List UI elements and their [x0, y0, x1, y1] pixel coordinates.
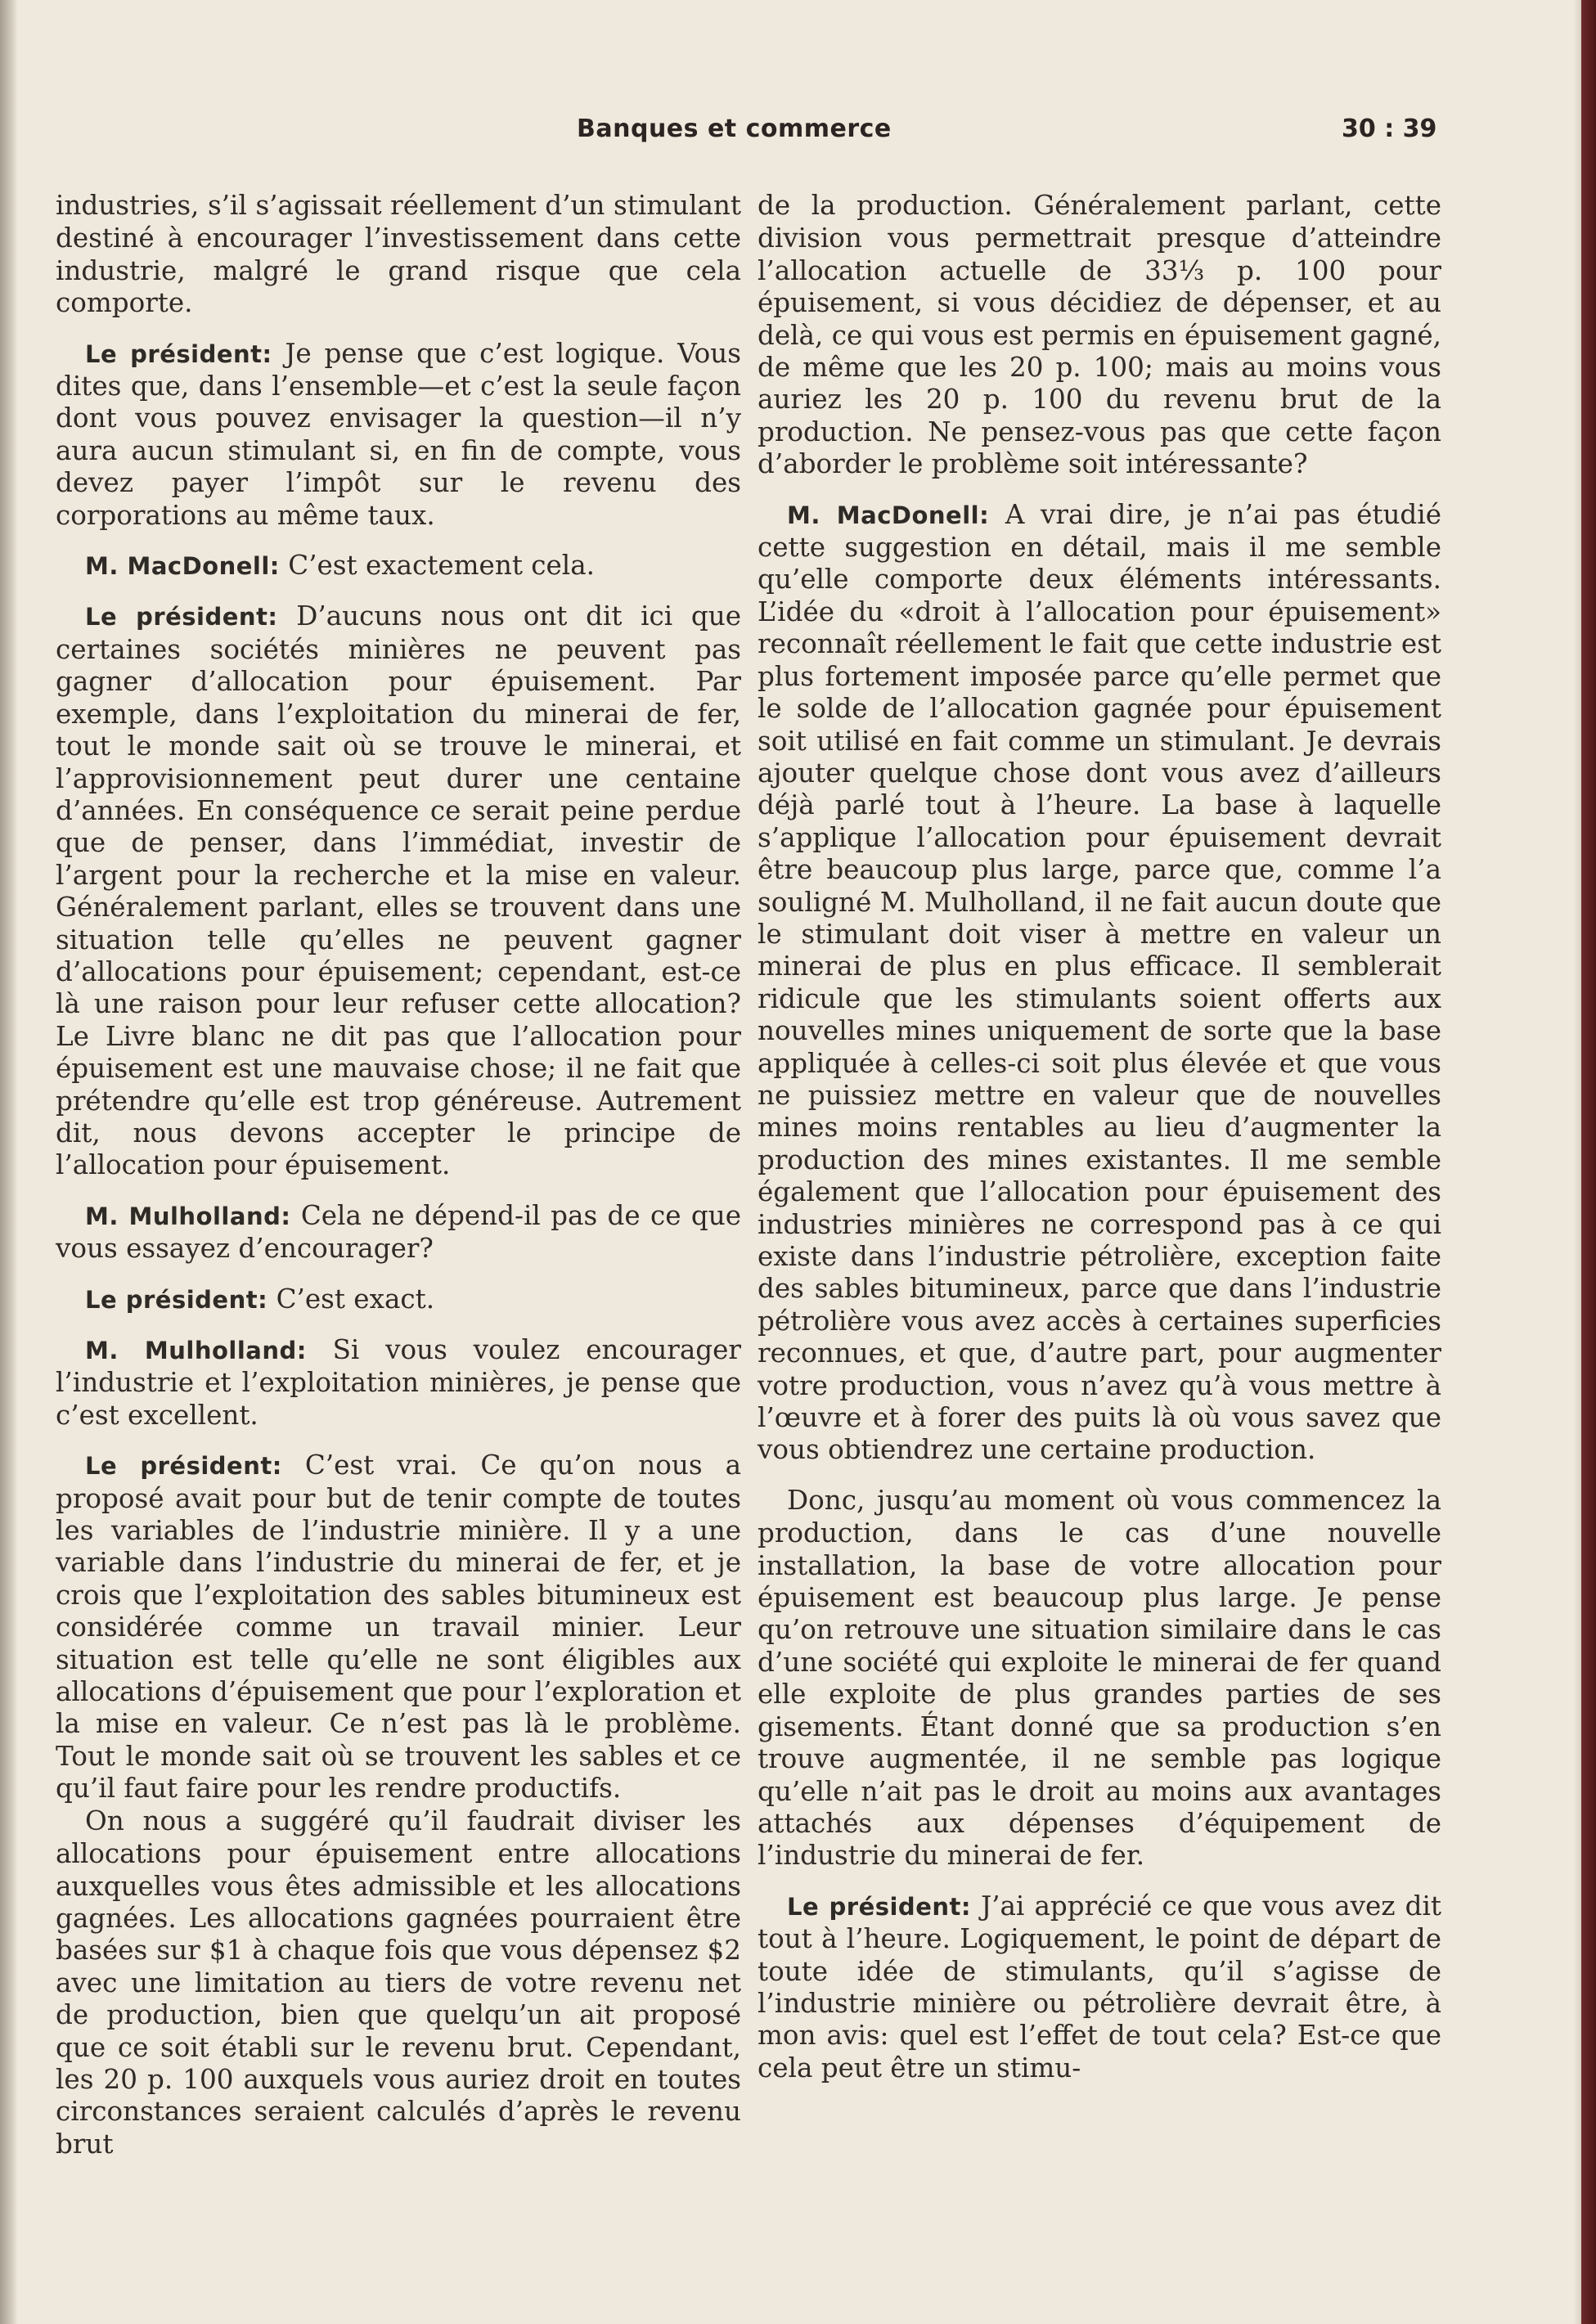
- paragraph-text: de la production. Généralement parlant, cette division vous permettrait presque d’atteindre l’allocation actuelle de 33⅓ p. 100 pour épuisement, si vous décidiez de dépenser, et au delà, ce qui vous est permis en épuisement gagné, de même que les 20 p. 100; mais au moins vous auriez les 20 p. 100 du revenu brut de la production. Ne pensez-vous pas que cette façon d’aborder le problème soit intéressante?: [758, 190, 1441, 480]
- paragraph: [56, 1805, 741, 2160]
- speaker-label: Le président:: [85, 339, 272, 368]
- paragraph: [758, 1485, 1441, 1872]
- paragraph: [56, 190, 741, 320]
- book-spine: [1581, 0, 1596, 2324]
- speaker-label: Le président:: [85, 1452, 282, 1481]
- speaker-label: M. MacDonell:: [787, 501, 990, 529]
- speaker-label: M. Mulholland:: [85, 1337, 307, 1364]
- right-column: [758, 190, 1441, 2210]
- page-gutter-shadow: [1573, 0, 1581, 2324]
- paragraph-text: J’ai apprécié ce que vous avez dit tout à l’heure. Logiquement, le point de départ de toute idée de stimulants, qu’il s’agisse de l’industrie minière ou pétrolière devrait être, à mon avis: quel est l’effet de tout cela? Est-ce que cela peut être un stimu-: [758, 1890, 1441, 2084]
- paragraph: [56, 550, 741, 582]
- speaker-label: Le président:: [85, 603, 278, 632]
- page-header: [49, 115, 1440, 155]
- speaker-label: M. Mulholland:: [85, 1202, 291, 1230]
- paragraph: [56, 1450, 741, 1805]
- paragraph: [758, 1890, 1441, 2084]
- paragraph-text: Cela ne dépend-il pas de ce que vous essayez d’encourager?: [56, 1199, 742, 1265]
- paragraph: [56, 1283, 741, 1316]
- paragraph: [56, 1334, 741, 1432]
- paragraph-text: industries, s’il s’agissait réellement d’un stimulant destiné à encourager l’investissement dans cette industrie, malgré le grand risque que cela comporte.: [56, 190, 741, 319]
- paragraph-text: Donc, jusqu’au moment où vous commencez la production, dans le cas d’une nouvelle installation, la base de votre allocation pour épuisement est beaucoup plus large. Je pense qu’on retrouve une situation similaire dans le cas d’une société qui exploite le minerai de fer quand elle exploite de plus grandes parties de ses gisements. Étant donné que sa production s’en trouve augmentée, il ne semble pas logique qu’elle n’ait pas le droit au moins aux avantages attachés aux dépenses d’équipement de l’industrie du minerai de fer.: [758, 1484, 1441, 1872]
- paragraph-text: C’est exactement cela.: [288, 550, 595, 582]
- paragraph-text: D’aucuns nous ont dit ici que certaines sociétés minières ne peuvent pas gagner d’allocation pour épuisement. Par exemple, dans l’exploitation du minerai de fer, tout le monde sait où se trouve le minerai, et l’approvisionnement peut durer une centaine d’années. En conséquence ce serait peine perdue que de penser, dans l’immédiat, investir de l’argent pour la recherche et la mise en valeur. Généralement parlant, elles se trouvent dans une situation telle qu’elles ne peuvent gagner d’allocations pour épuisement; cependant, est-ce là une raison pour leur refuser cette allocation? Le Livre blanc ne dit pas que l’allocation pour épuisement est une mauvaise chose; il ne fait que prétendre qu’elle est trop généreuse. Autrement dit, nous devons accepter le principe de l’allocation pour épuisement.: [56, 600, 741, 1181]
- paragraph: [758, 190, 1441, 481]
- paragraph-text: C’est exact.: [276, 1283, 435, 1315]
- left-column: [56, 190, 741, 2210]
- paragraph: [56, 338, 741, 532]
- speaker-label: M. MacDonell:: [85, 552, 280, 581]
- paragraph-text: C’est vrai. Ce qu’on nous a proposé avait pour but de tenir compte de toutes les variables de l’industrie minière. Il y a une variable dans l’industrie du minerai de fer, et je crois que l’exploitation des sables bitumineux est considérée comme un travail minier. Leur situation est telle qu’elle ne sont éligibles aux allocations d’épuisement que pour l’exploration et la mise en valeur. Ce n’est pas là le problème. Tout le monde sait où se trouvent les sables et ce qu’il faut faire pour les rendre productifs.: [56, 1450, 741, 1805]
- paragraph-text: Si vous voulez encourager l’industrie et l’exploitation minières, je pense que c’est excellent.: [56, 1334, 742, 1431]
- speaker-label: Le président:: [85, 1285, 268, 1314]
- paragraph: [758, 499, 1441, 1467]
- speaker-label: Le président:: [787, 1892, 971, 1921]
- paragraph: [56, 600, 741, 1181]
- running-title: Banques et commerce: [577, 115, 892, 143]
- page-number: 30 : 39: [1342, 115, 1437, 143]
- paragraph-text: Je pense que c’est logique. Vous dites que, dans l’ensemble—et c’est la seule façon dont vous pouvez envisager la question—il n’y aura aucun stimulant si, en fin de compte, vous devez payer l’impôt sur le revenu des corporations au même taux.: [56, 337, 741, 531]
- paragraph-text: On nous a suggéré qu’il faudrait diviser les allocations pour épuisement entre allocations auxquelles vous êtes admissible et les allocations gagnées. Les allocations gagnées pourraient être basées sur $1 à chaque fois que vous dépensez $2 avec une limitation au tiers de votre revenu net de production, bien que quelqu’un ait proposé que ce soit établi sur le revenu brut. Cependant, les 20 p. 100 auxquels vous auriez droit en toutes circonstances seraient calculés d’après le revenu brut: [56, 1805, 741, 2160]
- paragraph-text: A vrai dire, je n’ai pas étudié cette suggestion en détail, mais il me semble qu’elle comporte deux éléments intéressants. L’idée du «droit à l’allocation pour épuisement» reconnaît réellement le fait que cette industrie est plus fortement imposée parce qu’elle permet que le solde de l’allocation gagnée pour épuisement soit utilisé en fait comme un stimulant. Je devrais ajouter quelque chose dont vous avez d’ailleurs déjà parlé tout à l’heure. La base à laquelle s’applique l’allocation pour épuisement devrait être beaucoup plus large, parce que, comme l’a souligné M. Mulholland, il ne fait aucun doute que le stimulant doit viser à mettre en valeur un minerai de plus en plus efficace. Il semblerait ridicule que les stimulants soient offerts aux nouvelles mines uniquement de sorte que la base appliquée à celles-ci soit plus élevée et que vous ne puissiez mettre en valeur que de nouvelles mines moins rentables au lieu d’augmenter la production des mines existantes. Il me semble également que l’allocation pour épuisement des industries minières ne correspond pas à ce qui existe dans l’industrie pétrolière, exception faite des sables bitumineux, parce que dans l’industrie pétrolière vous avez accès à certaines superficies reconnues, et que, d’autre part, pour augmenter votre production, vous n’avez qu’à vous mettre à l’œuvre et à forer des puits là où vous savez que vous obtiendrez une certaine production.: [758, 498, 1441, 1466]
- paragraph: [56, 1200, 741, 1265]
- page-left-edge: [0, 0, 18, 2324]
